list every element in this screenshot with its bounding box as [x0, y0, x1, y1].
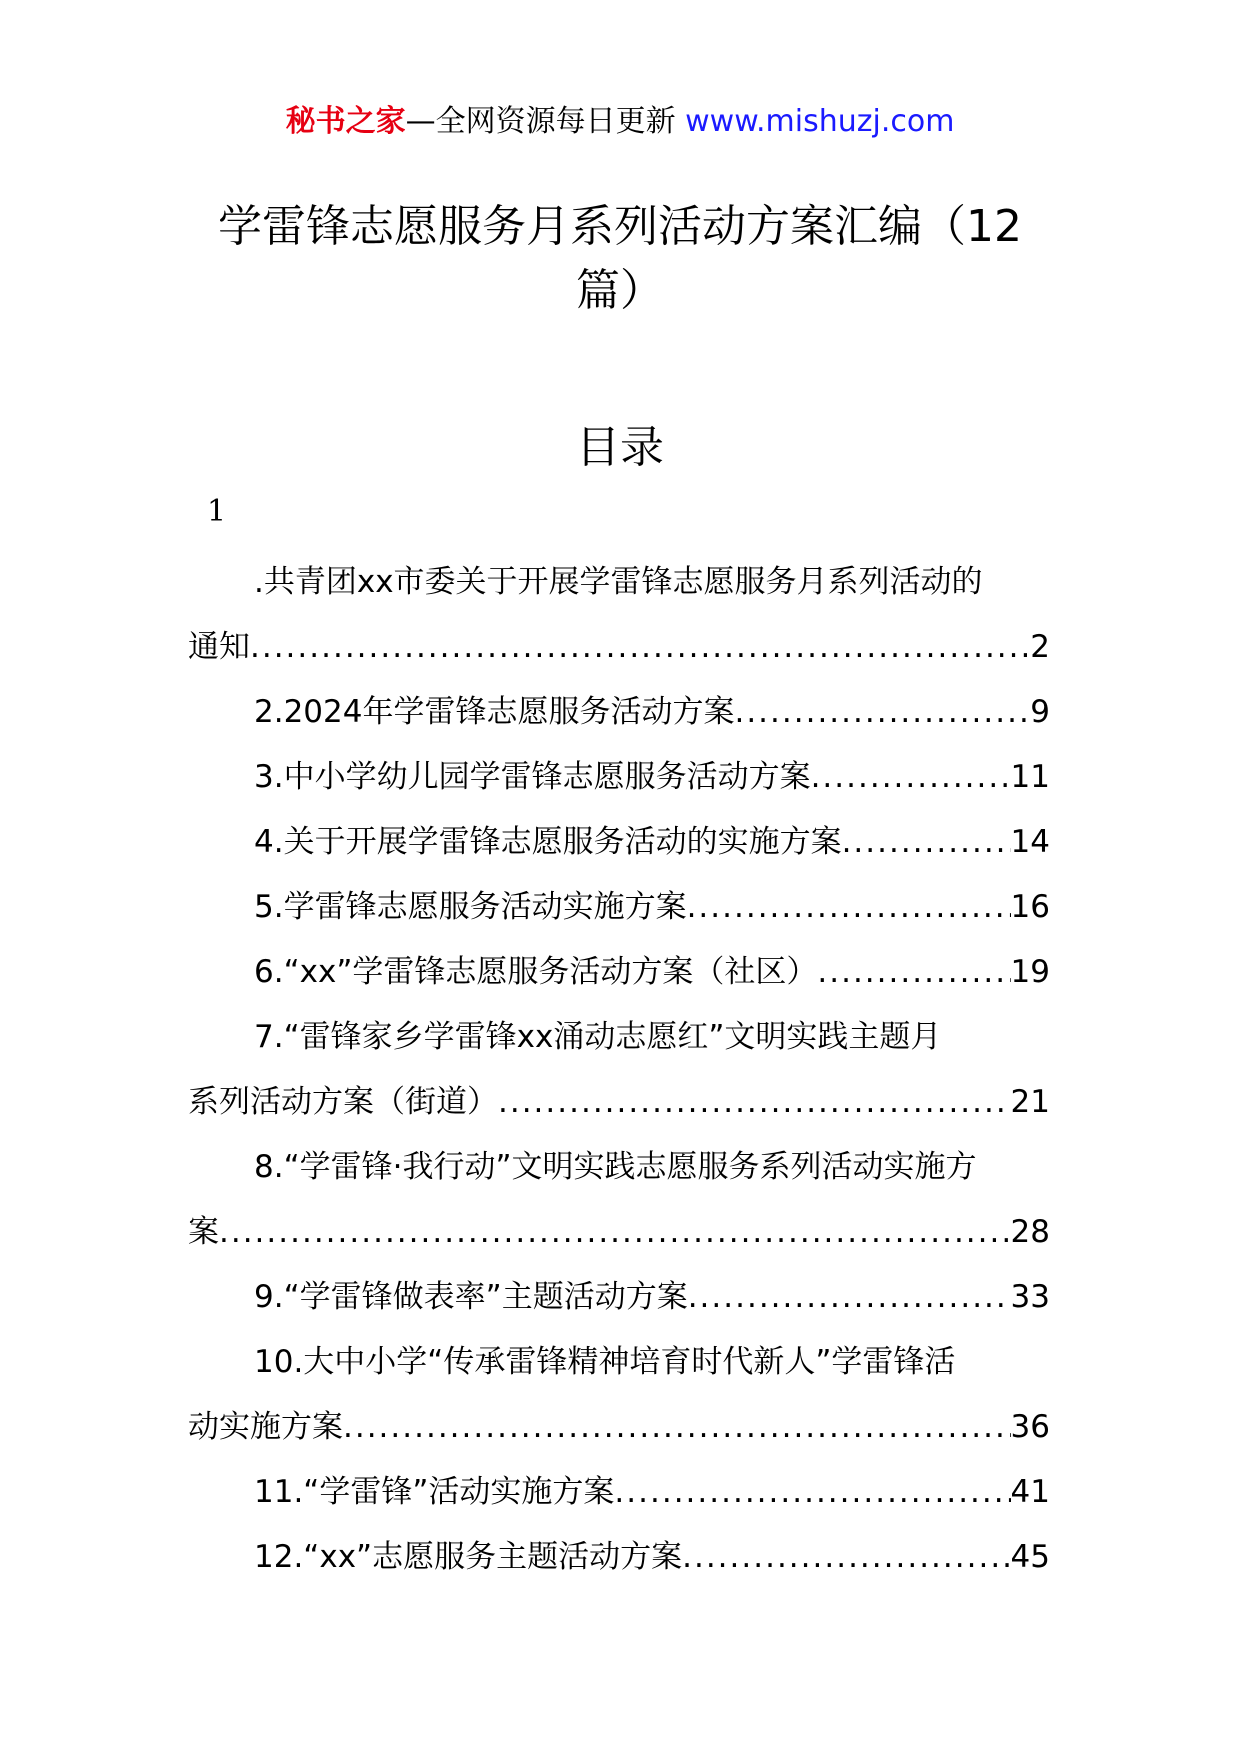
toc-page-number: 45 [1010, 1539, 1050, 1575]
toc-leader-dots [498, 1070, 1011, 1135]
toc-page-number: 36 [1010, 1409, 1050, 1445]
toc-entry-title-line: 8.“学雷锋·我行动”文明实践志愿服务系列活动实施方 [254, 1149, 977, 1185]
toc-entry[interactable] [188, 940, 1050, 1005]
stray-number: 1 [207, 494, 227, 529]
table-of-contents [188, 550, 1050, 1590]
toc-entry[interactable] [188, 1265, 1050, 1330]
toc-entry-title: 通知 [188, 629, 250, 665]
toc-entry-title: 2.2024年学雷锋志愿服务活动方案 [254, 694, 735, 730]
toc-leader-dots [842, 810, 1011, 875]
toc-page-number: 14 [1010, 824, 1050, 860]
brand-name: 秘书之家 [285, 104, 406, 139]
toc-entry-title: 4.关于开展学雷锋志愿服务活动的实施方案 [254, 824, 842, 860]
toc-leader-dots [219, 1200, 1011, 1265]
toc-entry[interactable] [188, 1525, 1050, 1590]
toc-entry-title: 6.“xx”学雷锋志愿服务活动方案（社区） [254, 954, 818, 990]
toc-page-number: 41 [1010, 1474, 1050, 1510]
toc-leader-dots [682, 1525, 1010, 1590]
toc-entry-title: 11.“学雷锋”活动实施方案 [254, 1474, 615, 1510]
toc-entry-title: 案 [188, 1214, 219, 1250]
toc-entry-title: 5.学雷锋志愿服务活动实施方案 [254, 889, 687, 925]
toc-entry-title: 12.“xx”志愿服务主题活动方案 [254, 1539, 683, 1575]
site-url-link[interactable]: www.mishuzj.com [685, 104, 955, 139]
toc-heading: 目录 [576, 422, 664, 473]
toc-entry-title: 系列活动方案（街道） [188, 1084, 498, 1120]
toc-entry[interactable] [188, 1005, 1050, 1135]
toc-page-number: 19 [1010, 954, 1050, 990]
site-header [0, 100, 1240, 144]
toc-entry-title-line: 10.大中小学“传承雷锋精神培育时代新人”学雷锋活 [254, 1344, 956, 1380]
toc-entry[interactable] [188, 810, 1050, 875]
toc-leader-dots [811, 745, 1011, 810]
toc-entry-title-line: 7.“雷锋家乡学雷锋xx涌动志愿红”文明实践主题月 [254, 1019, 942, 1055]
toc-page-number: 16 [1010, 889, 1050, 925]
toc-entry[interactable] [188, 745, 1050, 810]
toc-page-number: 9 [1030, 694, 1050, 730]
toc-entry[interactable] [188, 875, 1050, 940]
document-title: 学雷锋志愿服务月系列活动方案汇编（12篇） [218, 201, 1022, 316]
toc-leader-dots [688, 1265, 1011, 1330]
toc-entry[interactable] [188, 680, 1050, 745]
toc-entry-title: 动实施方案 [188, 1409, 343, 1445]
toc-leader-dots [734, 680, 1030, 745]
toc-page-number: 11 [1010, 759, 1050, 795]
header-tagline: —全网资源每日更新 [405, 104, 686, 139]
toc-entry-title-line: .共青团xx市委关于开展学雷锋志愿服务月系列活动的 [254, 564, 983, 600]
toc-entry[interactable] [188, 1460, 1050, 1525]
toc-leader-dots [687, 875, 1011, 940]
toc-leader-dots [817, 940, 1010, 1005]
toc-leader-dots [250, 615, 1030, 680]
toc-entry-title: 9.“学雷锋做表率”主题活动方案 [254, 1279, 688, 1315]
toc-page-number: 33 [1010, 1279, 1050, 1315]
toc-page-number: 28 [1010, 1214, 1050, 1250]
toc-leader-dots [614, 1460, 1010, 1525]
toc-entry[interactable] [188, 1135, 1050, 1265]
toc-entry[interactable] [188, 1330, 1050, 1460]
toc-page-number: 2 [1030, 629, 1050, 665]
toc-entry[interactable] [188, 550, 1050, 680]
toc-leader-dots [343, 1395, 1011, 1460]
toc-page-number: 21 [1010, 1084, 1050, 1120]
toc-entry-title: 3.中小学幼儿园学雷锋志愿服务活动方案 [254, 759, 811, 795]
